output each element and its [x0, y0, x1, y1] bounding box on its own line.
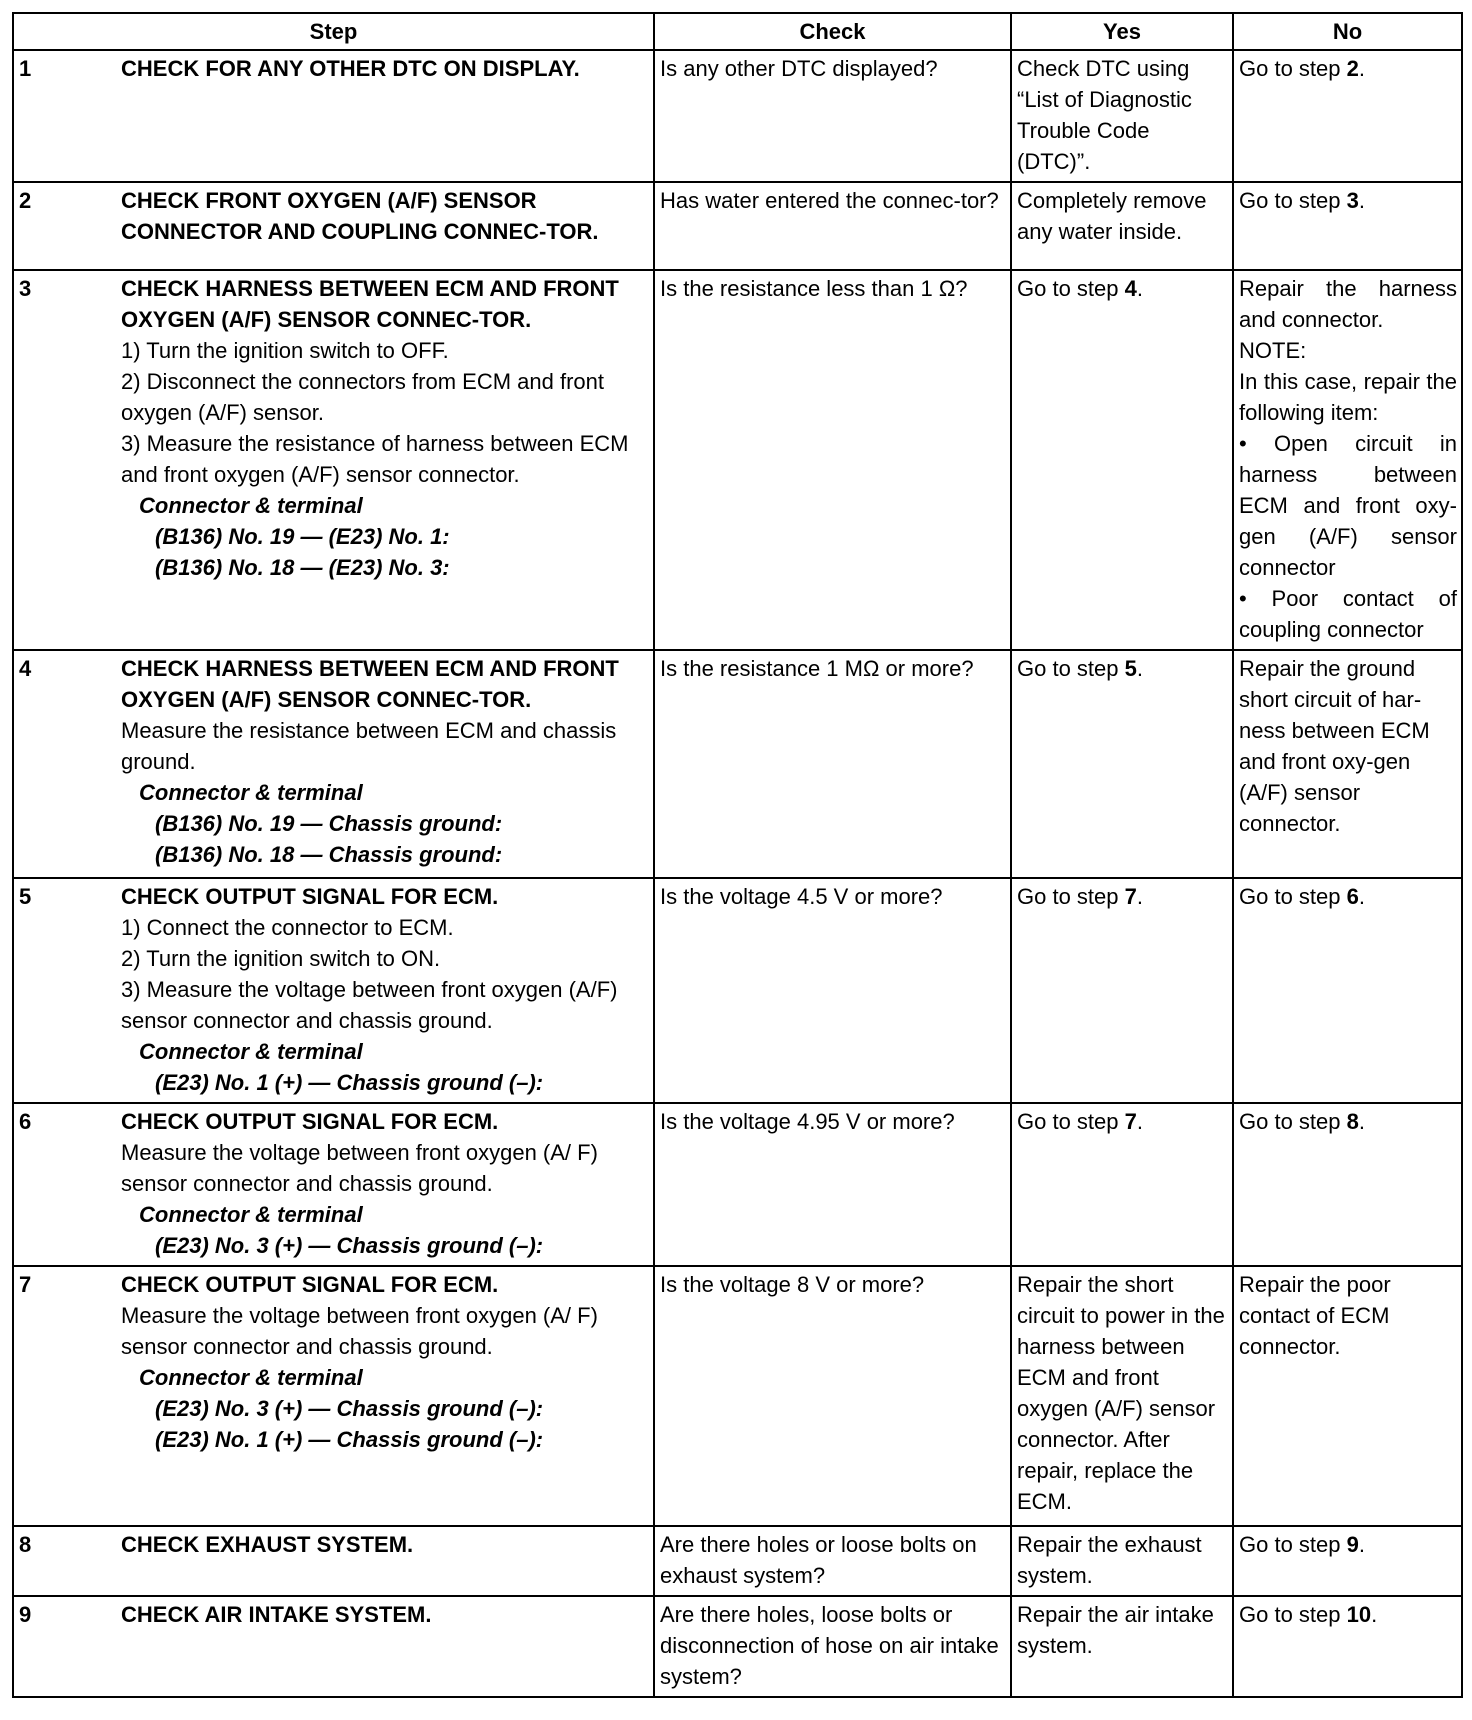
no-prefix: Go to step: [1239, 884, 1347, 909]
table-row: [13, 1526, 1462, 1596]
table-row: [13, 650, 1462, 878]
step-number: 3: [13, 270, 116, 650]
table-row: [13, 270, 1462, 650]
no-step-ref: 8: [1346, 1109, 1359, 1134]
no-line: In this case, repair the following item:: [1239, 369, 1457, 425]
connector-terminal-heading: Connector & terminal: [139, 1039, 363, 1064]
no-suffix: .: [1358, 1532, 1365, 1557]
yes-step-ref: 7: [1124, 1109, 1137, 1134]
table-row: [13, 50, 1462, 182]
no-cell: [1233, 1103, 1462, 1266]
connector-terminal-line: (B136) No. 19 — Chassis ground:: [155, 811, 503, 836]
procedure-step: 1) Connect the connector to ECM.: [121, 915, 454, 940]
table-row: [13, 182, 1462, 270]
yes-cell: Repair the air intake system.: [1011, 1596, 1233, 1697]
connector-terminal-line: (E23) No. 1 (+) — Chassis ground (–):: [155, 1070, 544, 1095]
no-prefix: Go to step: [1239, 56, 1347, 81]
yes-step-ref: 5: [1124, 656, 1137, 681]
connector-terminal-heading: Connector & terminal: [139, 780, 363, 805]
table-row: [13, 1266, 1462, 1526]
no-cell: [1233, 1596, 1462, 1697]
connector-terminal-line: (E23) No. 3 (+) — Chassis ground (–):: [155, 1233, 544, 1258]
step-number: 1: [13, 50, 116, 182]
no-suffix: .: [1358, 884, 1365, 909]
step-number: 9: [13, 1596, 116, 1697]
yes-cell: [1011, 270, 1233, 650]
step-title: CHECK OUTPUT SIGNAL FOR ECM.: [121, 1109, 499, 1134]
yes-suffix: .: [1136, 1109, 1143, 1134]
no-cell: [1233, 1526, 1462, 1596]
yes-cell: [1011, 878, 1233, 1103]
connector-terminal-line: (B136) No. 18 — (E23) No. 3:: [155, 555, 450, 580]
no-cell: [1233, 50, 1462, 182]
no-suffix: .: [1358, 188, 1365, 213]
check-cell: Is the resistance 1 MΩ or more?: [654, 650, 1011, 878]
connector-terminal-line: (E23) No. 1 (+) — Chassis ground (–):: [155, 1427, 544, 1452]
yes-cell: [1011, 1103, 1233, 1266]
yes-prefix: Go to step: [1017, 656, 1125, 681]
no-step-ref: 10: [1346, 1602, 1372, 1627]
yes-cell: Repair the short circuit to power in the harness between ECM and front oxygen (A/F) sensor connector. After repair, replace the ECM.: [1011, 1266, 1233, 1526]
step-title: CHECK FOR ANY OTHER DTC ON DISPLAY.: [121, 56, 580, 81]
header-row: [13, 13, 1462, 50]
no-cell: [1233, 182, 1462, 270]
yes-cell: Repair the exhaust system.: [1011, 1526, 1233, 1596]
procedure-step: 2) Turn the ignition switch to ON.: [121, 946, 441, 971]
no-prefix: Go to step: [1239, 1602, 1347, 1627]
no-suffix: .: [1358, 1109, 1365, 1134]
step-title: CHECK EXHAUST SYSTEM.: [121, 1532, 414, 1557]
table-row: [13, 1596, 1462, 1697]
diagnostic-table: [12, 12, 1463, 1698]
table-row: [13, 878, 1462, 1103]
procedure-step: 3) Measure the resistance of harness between ECM and front oxygen (A/F) sensor connector.: [121, 431, 629, 487]
connector-terminal-line: (B136) No. 18 — Chassis ground:: [155, 842, 503, 867]
procedure-step: 3) Measure the voltage between front oxygen (A/F) sensor connector and chassis ground.: [121, 977, 618, 1033]
check-cell: Has water entered the connec-tor?: [654, 182, 1011, 270]
step-cell: [116, 1596, 654, 1697]
no-suffix: .: [1358, 56, 1365, 81]
note-label: NOTE:: [1239, 338, 1307, 363]
step-title: CHECK FRONT OXYGEN (A/F) SENSOR CONNECTOR AND COUPLING CONNEC-TOR.: [121, 188, 599, 244]
check-cell: Is the resistance less than 1 Ω?: [654, 270, 1011, 650]
step-title: CHECK HARNESS BETWEEN ECM AND FRONT OXYGEN (A/F) SENSOR CONNEC-TOR.: [121, 656, 619, 712]
step-cell: [116, 50, 654, 182]
connector-terminal-heading: Connector & terminal: [139, 1365, 363, 1390]
step-cell: [116, 1526, 654, 1596]
check-cell: Is the voltage 4.5 V or more?: [654, 878, 1011, 1103]
step-cell: [116, 650, 654, 878]
yes-step-ref: 7: [1124, 884, 1137, 909]
check-cell: Is the voltage 8 V or more?: [654, 1266, 1011, 1526]
connector-terminal-line: (B136) No. 19 — (E23) No. 1:: [155, 524, 450, 549]
no-line: Repair the harness and connector.: [1239, 276, 1457, 332]
no-cell: [1233, 270, 1462, 650]
step-cell: [116, 1103, 654, 1266]
yes-step-ref: 4: [1124, 276, 1137, 301]
header-step: Step: [13, 13, 654, 50]
no-step-ref: 6: [1346, 884, 1359, 909]
step-description: Measure the voltage between front oxygen (A/ F) sensor connector and chassis ground.: [121, 1303, 598, 1359]
no-cell: [1233, 878, 1462, 1103]
step-number: 5: [13, 878, 116, 1103]
no-step-ref: 3: [1346, 188, 1359, 213]
step-cell: [116, 1266, 654, 1526]
no-suffix: .: [1371, 1602, 1378, 1627]
no-cell: Repair the ground short circuit of har-ness between ECM and front oxy-gen (A/F) sensor connector.: [1233, 650, 1462, 878]
step-title: CHECK OUTPUT SIGNAL FOR ECM.: [121, 884, 499, 909]
yes-suffix: .: [1136, 656, 1143, 681]
step-number: 2: [13, 182, 116, 270]
table-row: [13, 1103, 1462, 1266]
no-cell: Repair the poor contact of ECM connector.: [1233, 1266, 1462, 1526]
yes-suffix: .: [1136, 276, 1143, 301]
step-cell: [116, 878, 654, 1103]
check-cell: Are there holes, loose bolts or disconnection of hose on air intake system?: [654, 1596, 1011, 1697]
step-number: 7: [13, 1266, 116, 1526]
step-number: 4: [13, 650, 116, 878]
connector-terminal-heading: Connector & terminal: [139, 493, 363, 518]
yes-prefix: Go to step: [1017, 276, 1125, 301]
header-yes: Yes: [1011, 13, 1233, 50]
procedure-step: 1) Turn the ignition switch to OFF.: [121, 338, 449, 363]
yes-cell: [1011, 650, 1233, 878]
no-step-ref: 2: [1346, 56, 1359, 81]
no-bullet: • Poor contact of coupling connector: [1239, 586, 1457, 642]
step-description: Measure the resistance between ECM and chassis ground.: [121, 718, 617, 774]
yes-prefix: Go to step: [1017, 884, 1125, 909]
no-bullet: • Open circuit in harness between ECM and front oxy-gen (A/F) sensor connector: [1239, 431, 1457, 580]
step-title: CHECK HARNESS BETWEEN ECM AND FRONT OXYGEN (A/F) SENSOR CONNEC-TOR.: [121, 276, 619, 332]
no-step-ref: 9: [1346, 1532, 1359, 1557]
procedure-step: 2) Disconnect the connectors from ECM and front oxygen (A/F) sensor.: [121, 369, 604, 425]
step-title: CHECK OUTPUT SIGNAL FOR ECM.: [121, 1272, 499, 1297]
no-prefix: Go to step: [1239, 1532, 1347, 1557]
yes-cell: Check DTC using “List of Diagnostic Trouble Code (DTC)”.: [1011, 50, 1233, 182]
connector-terminal-heading: Connector & terminal: [139, 1202, 363, 1227]
check-cell: Is any other DTC displayed?: [654, 50, 1011, 182]
check-cell: Is the voltage 4.95 V or more?: [654, 1103, 1011, 1266]
step-description: Measure the voltage between front oxygen (A/ F) sensor connector and chassis ground.: [121, 1140, 598, 1196]
step-cell: [116, 182, 654, 270]
step-number: 8: [13, 1526, 116, 1596]
header-check: Check: [654, 13, 1011, 50]
step-title: CHECK AIR INTAKE SYSTEM.: [121, 1602, 432, 1627]
yes-prefix: Go to step: [1017, 1109, 1125, 1134]
check-cell: Are there holes or loose bolts on exhaust system?: [654, 1526, 1011, 1596]
connector-terminal-line: (E23) No. 3 (+) — Chassis ground (–):: [155, 1396, 544, 1421]
yes-suffix: .: [1136, 884, 1143, 909]
header-no: No: [1233, 13, 1462, 50]
yes-cell: Completely remove any water inside.: [1011, 182, 1233, 270]
diagnostic-procedure-sheet: [12, 12, 1461, 1698]
step-cell: [116, 270, 654, 650]
step-number: 6: [13, 1103, 116, 1266]
no-prefix: Go to step: [1239, 188, 1347, 213]
no-prefix: Go to step: [1239, 1109, 1347, 1134]
